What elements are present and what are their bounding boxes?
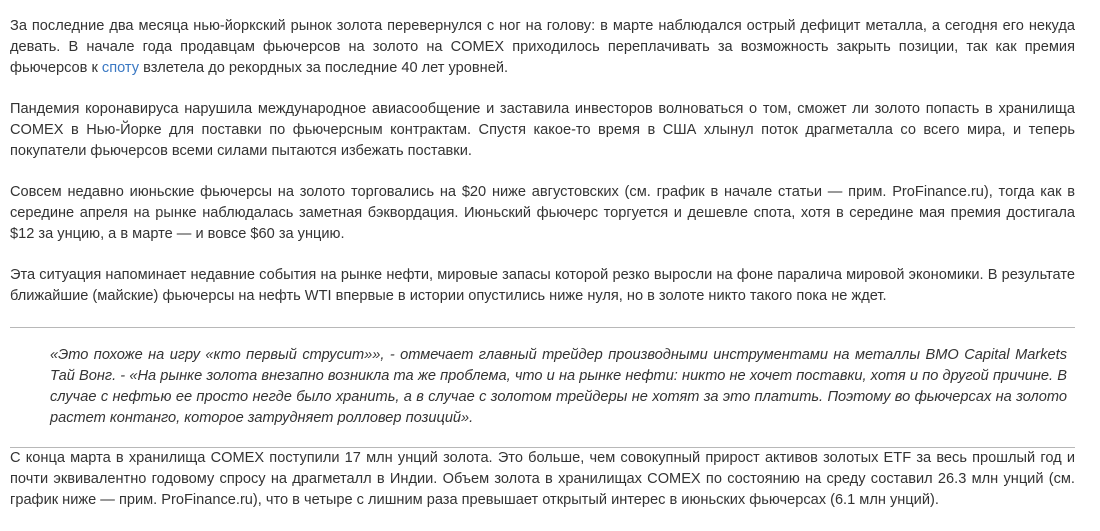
paragraph-1-text-end: взлетела до рекордных за последние 40 лет уровней. [139, 60, 509, 76]
spot-link[interactable]: споту [101, 60, 140, 76]
paragraph-1 [10, 16, 1075, 79]
trader-quote: «Это похоже на игру «кто первый струсит»», - отмечает главный трейдер производными инструментами на металлы BMO Capital Markets Тай Вонг. - «На рынке золота внезапно возникла та же проблема, что и на рынке нефти: никто не хочет поставки, хотя и по другой причине. В случае с нефтью ее просто негде было хранить, а в случае с золотом трейдеры не хотят за это платить. Поэтому во фьючерсах на золото растет контанго, которое затрудняет ролловер позиций». [50, 347, 1067, 426]
paragraph-5: С конца марта в хранилища COMEX поступили 17 млн унций золота. Это больше, чем совокупный прирост активов золотых ETF за весь прошлый год и почти эквивалентно годовому спросу на драгметалл в Индии. Объем золота в хранилищах COMEX по состоянию на среду составил 26.3 млн унций (см. график ниже — прим. ProFinance.ru), что в четыре с лишним раза превышает открытый интерес в июньских фьючерсах (6.1 млн унций). [10, 450, 1075, 508]
paragraph-1-text-start: За последние два месяца нью-йоркский рынок золота перевернулся с ног на голову: в марте наблюдался острый дефицит металла, а сегодня его некуда девать. В начале года продавцам фьючерсов на золото на COMEX приходилось переплачивать за возможность закрыть позиции, так как премия фьючерсов к [10, 18, 1075, 76]
paragraph-4: Эта ситуация напоминает недавние события на рынке нефти, мировые запасы которой резко выросли на фоне паралича мировой экономики. В результате ближайшие (майские) фьючерсы на нефть WTI впервые в истории опустились ниже нуля, но в золоте никто такого пока не ждет. [10, 267, 1075, 304]
paragraph-3: Совсем недавно июньские фьючерсы на золото торговались на $20 ниже августовских (см. график в начале статьи — прим. ProFinance.ru), тогда как в середине апреля на рынке наблюдалась заметная бэквордация. Июньский фьючерс торгуется и дешевле спота, хотя в середине мая премия достигала $12 за унцию, а в марте — и вовсе $60 за унцию. [10, 184, 1075, 242]
article-body [10, 16, 1075, 531]
paragraph-2: Пандемия коронавируса нарушила международное авиасообщение и заставила инвесторов волноваться о том, сможет ли золото попасть в хранилища COMEX в Нью-Йорке для поставки по фьючерсным контрактам. Спустя какое-то время в США хлынул поток драгметалла со всего мира, и теперь покупатели фьючерсов всеми силами пытаются избежать поставки. [10, 101, 1075, 159]
